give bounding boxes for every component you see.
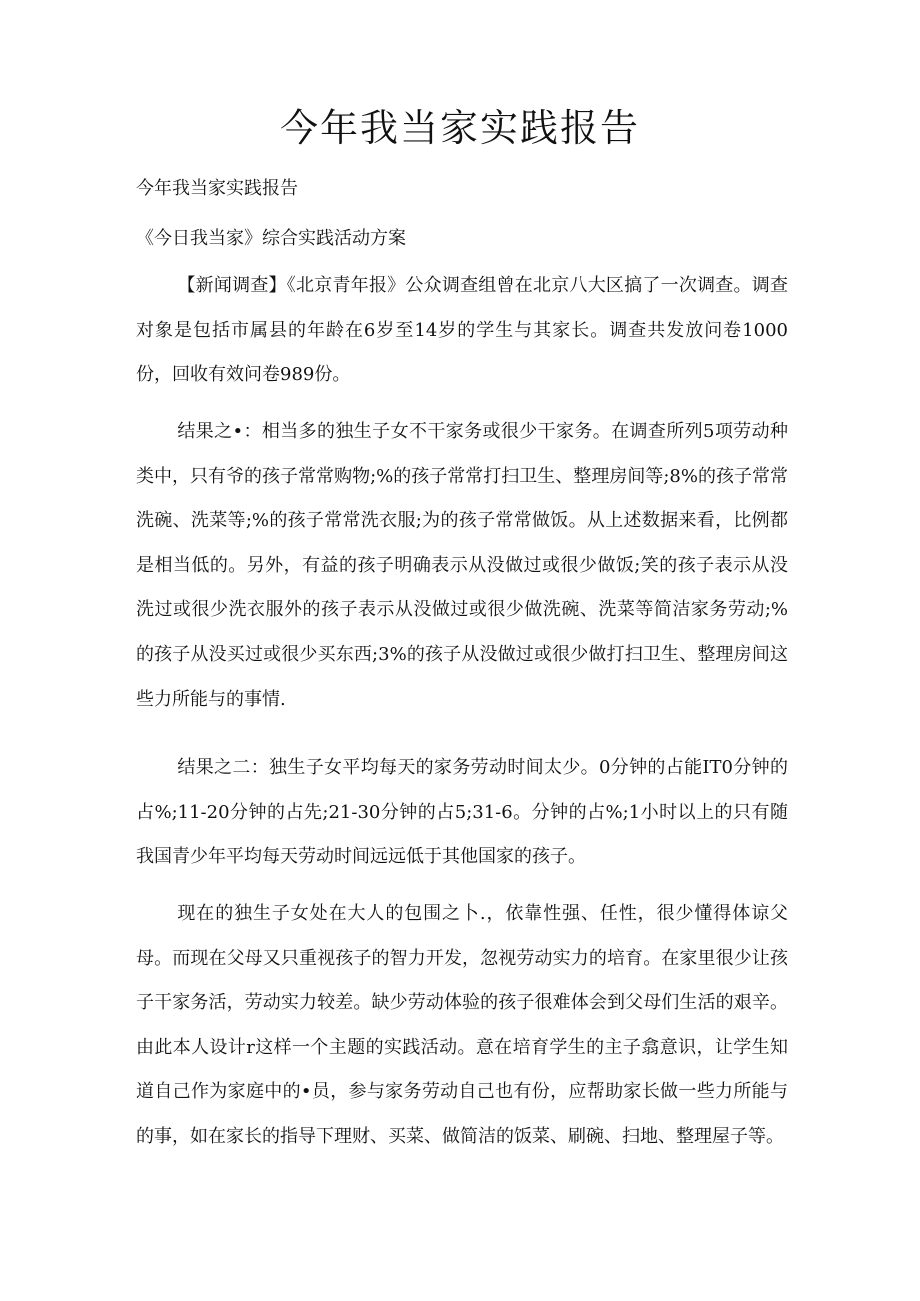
- paragraph-result-one: 结果之•：相当多的独生子女不干家务或很少干家务。在调查所列5项劳动种类中，只有爷的孩子常常购物;%的孩子常常打扫卫生、整理房间等;8%的孩子常常洗碗、洗菜等;%的孩子常常洗衣服;为的孩子常常做饭。从上述数据来看，比例都是相当低的。另外，有益的孩子明确表示从没做过或很少做饭;笑的孩子表示从没洗过或很少洗衣服外的孩子表示从没做过或很少做洗碗、洗菜等简洁家务劳动;%的孩子从没买过或很少买东西;3%的孩子从没做过或很少做打扫卫生、整理房间这些力所能与的事情.: [136, 421, 788, 710]
- document-subtitle: 今年我当家实践报告: [136, 178, 298, 199]
- paragraph-news-survey: 【新闻调查】《北京青年报》公众调查组曾在北京八大区搞了一次调查。调查对象是包括市属县的年龄在6岁至14岁的学生与其家长。调查共发放问卷1000份，回收有效问卷989份。: [136, 275, 788, 386]
- document-title: 今年我当家实践报告: [279, 106, 640, 150]
- plan-title: 《今日我当家》综合实践活动方案: [136, 228, 406, 249]
- paragraph-activity-purpose: 现在的独生子女处在大人的包围之卜.，依靠性强、任性，很少懂得体谅父母。而现在父母又只重视孩子的智力开发，忽视劳动实力的培育。在家里很少让孩子干家务活，劳动实力较差。缺少劳动体验的孩子很难体会到父母们生活的艰辛。由此本人设计r这样一个主题的实践活动。意在培育学生的主子翕意识，让学生知道自己作为家庭中的•员，参与家务劳动自己也有份，应帮助家长做一些力所能与的事，如在家长的指导下理财、买菜、做简洁的饭菜、刷碗、扫地、整理屋子等。: [136, 903, 788, 1147]
- paragraph-result-two: 结果之二：独生子女平均每天的家务劳动时间太少。0分钟的占能IT0分钟的占%;11-20分钟的占先;21-30分钟的占5;31-6。分钟的占%;1小时以上的只有随我国青少年平均每天劳动时间远远低于其他国家的孩子。: [136, 757, 788, 868]
